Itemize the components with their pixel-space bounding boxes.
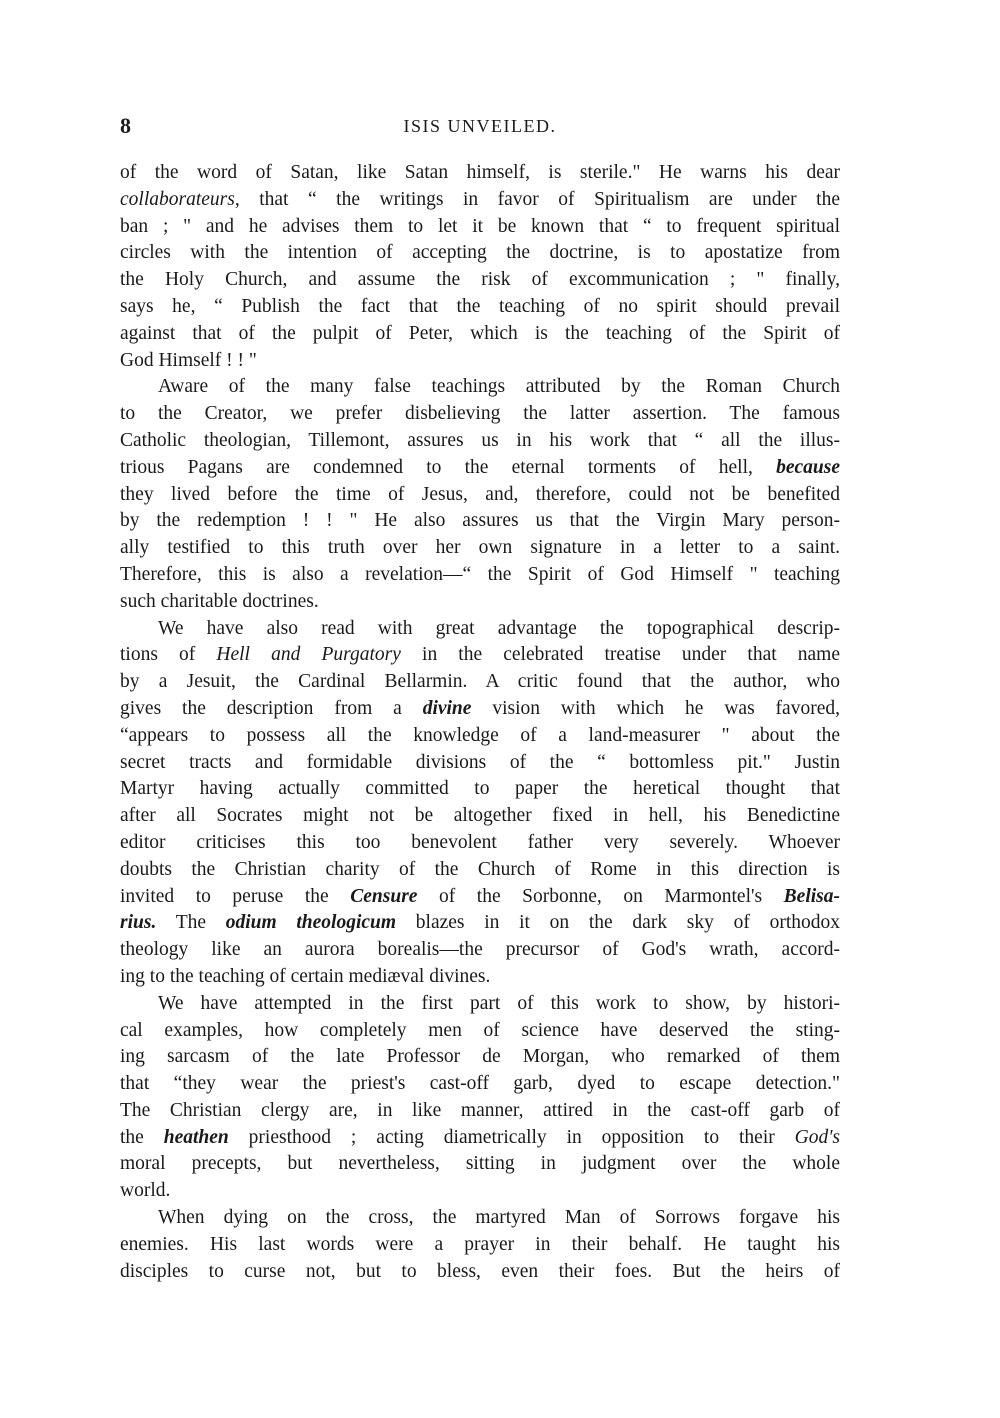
text-line: We have also read with great advantage the topographical descrip- [158,617,840,639]
text-line: by the redemption ! ! " He also assures us that the Virgin Mary person- [120,510,840,532]
text-line: gives the description from a divine vision with which he was favored, [120,697,840,719]
text-line: disciples to curse not, but to bless, even their foes. But the heirs of [120,1260,840,1282]
text-line: the Holy Church, and assume the risk of excommunication ; " finally, [120,269,840,291]
text-line: We have attempted in the first part of this work to show, by histori- [158,992,840,1014]
text-line: cal examples, how completely men of science have deserved the sting- [120,1019,840,1041]
text-line: circles with the intention of accepting the doctrine, is to apostatize from [120,242,840,264]
text-line: editor criticises this too benevolent father very severely. Whoever [120,831,840,853]
text-line: doubts the Christian charity of the Church of Rome in this direction is [120,858,840,880]
text-line: invited to peruse the Censure of the Sorbonne, on Marmontel's Belisa- [120,885,841,907]
text-line: tions of Hell and Purgatory in the celebrated treatise under that name [120,644,840,666]
text-line: The Christian clergy are, in like manner, attired in the cast-off garb of [120,1099,840,1121]
text-line: Aware of the many false teachings attributed by the Roman Church [158,376,840,398]
text-line: enemies. His last words were a prayer in their behalf. He taught his [120,1233,840,1255]
paragraph [120,616,840,991]
text-line: the heathen priesthood ; acting diametrically in opposition to their God's [120,1126,841,1148]
body-text [120,160,840,1285]
running-title: ISIS UNVEILED. [403,116,557,136]
text-line: ally testified to this truth over her own signature in a letter to a saint. [120,537,840,559]
text-line: trious Pagans are condemned to the eternal torments of hell, because [120,456,840,478]
text-line: by a Jesuit, the Cardinal Bellarmin. A critic found that the author, who [120,671,840,693]
text-line: that “they wear the priest's cast-off garb, dyed to escape detection." [120,1073,840,1095]
text-line: theology like an aurora borealis—the precursor of God's wrath, accord- [120,939,840,961]
text-line: moral precepts, but nevertheless, sitting in judgment over the whole [120,1153,840,1175]
text-line: rius. The odium theologicum blazes in it on the dark sky of orthodox [120,912,840,934]
text-line: “appears to possess all the knowledge of a land-measurer " about the [120,724,840,746]
text-line: ban ; " and he advises them to let it be known that “ to frequent spiritual [120,215,840,237]
page-number: 8 [120,113,131,138]
text-line: Catholic theologian, Tillemont, assures us in his work that “ all the illus- [120,429,840,451]
text-line: after all Socrates might not be altogether fixed in hell, his Benedictine [120,805,840,827]
text-line: says he, “ Publish the fact that the teaching of no spirit should prevail [120,295,840,317]
text-line: ing sarcasm of the late Professor de Morgan, who remarked of them [120,1046,840,1068]
paragraph [120,374,840,615]
text-line: Therefore, this is also a revelation—“ the Spirit of God Himself " teaching [120,563,840,585]
text-line: of the word of Satan, like Satan himself, is sterile." He warns his dear [120,162,840,183]
text-line: against that of the pulpit of Peter, which is the teaching of the Spirit of [120,322,840,344]
text-line: Martyr having actually committed to paper the heretical thought that [120,778,840,800]
running-head [120,112,840,140]
text-line: ing to the teaching of certain mediæval divines. [120,965,491,987]
text-line: to the Creator, we prefer disbelieving the latter assertion. The famous [120,403,840,425]
text-line: world. [120,1180,171,1202]
text-line: When dying on the cross, the martyred Man of Sorrows forgave his [158,1207,840,1229]
paragraph [120,991,840,1205]
text-line: secret tracts and formidable divisions of the “ bottomless pit." Justin [120,751,840,773]
text-line: such charitable doctrines. [120,590,319,612]
paragraph [120,160,840,374]
text-line: God Himself ! ! " [120,349,257,371]
text-line: collaborateurs, that “ the writings in favor of Spiritualism are under the [120,188,840,210]
text-line: they lived before the time of Jesus, and, therefore, could not be benefited [120,483,840,505]
paragraph [120,1205,840,1285]
